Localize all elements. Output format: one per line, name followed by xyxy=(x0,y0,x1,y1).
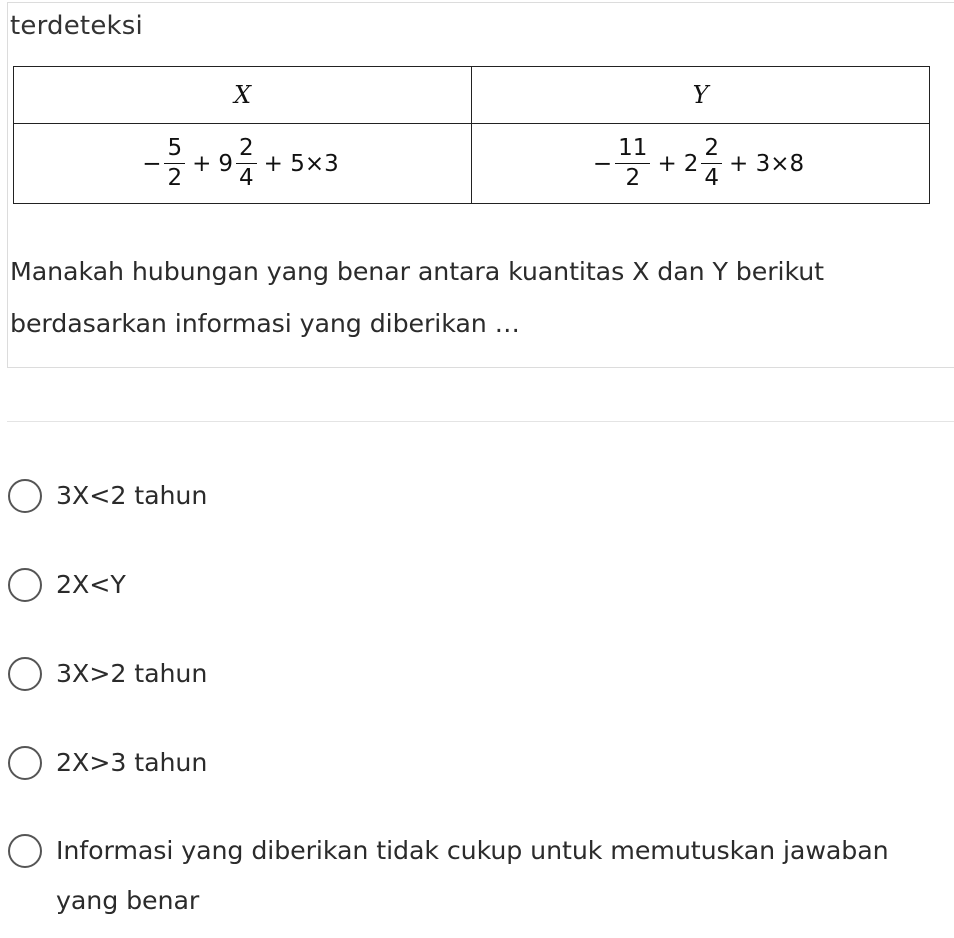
x-expression-tail: + 5×3 xyxy=(263,150,339,177)
x-mixed-whole: 9 xyxy=(218,150,234,177)
y-fraction-2-numerator: 2 xyxy=(701,136,722,164)
x-expression xyxy=(142,136,343,191)
answer-option-3-label: 3X>2 tahun xyxy=(56,659,208,688)
section-divider xyxy=(7,421,954,422)
column-header-y: Y xyxy=(472,67,930,124)
x-fraction-1 xyxy=(164,136,185,191)
x-fraction-2 xyxy=(236,136,257,191)
answer-option-2[interactable] xyxy=(8,568,126,610)
y-expression xyxy=(593,136,808,191)
y-mixed-whole: 2 xyxy=(683,150,699,177)
y-sign: − xyxy=(592,150,613,177)
answer-option-2-label: 2X<Y xyxy=(56,570,126,599)
status-text: terdeteksi xyxy=(10,11,143,41)
y-expression-tail: + 3×8 xyxy=(729,150,805,177)
y-operator-1: + xyxy=(657,150,677,177)
x-sign: − xyxy=(142,150,162,177)
answer-option-5[interactable] xyxy=(8,834,916,926)
comparison-table xyxy=(13,66,930,204)
x-fraction-1-denominator: 2 xyxy=(167,165,183,191)
answer-option-1-label: 3X<2 tahun xyxy=(56,481,208,510)
y-fraction-1 xyxy=(615,136,650,191)
question-prompt xyxy=(10,246,954,350)
answer-option-4[interactable] xyxy=(8,746,207,788)
y-fraction-2-denominator: 4 xyxy=(704,165,719,191)
radio-button-5[interactable] xyxy=(8,834,42,868)
y-cell xyxy=(472,124,930,204)
y-fraction-1-numerator: 11 xyxy=(615,136,650,164)
question-prompt-line-2: berdasarkan informasi yang diberikan … xyxy=(10,309,520,338)
y-fraction-1-denominator: 2 xyxy=(625,165,641,191)
radio-button-4[interactable] xyxy=(8,746,42,780)
answer-option-3[interactable] xyxy=(8,657,207,699)
answer-option-4-label: 2X>3 tahun xyxy=(56,748,208,777)
x-fraction-2-numerator: 2 xyxy=(236,136,257,164)
radio-button-3[interactable] xyxy=(8,657,42,691)
radio-button-2[interactable] xyxy=(8,568,42,602)
radio-button-1[interactable] xyxy=(8,479,42,513)
answer-option-5-label: Informasi yang diberikan tidak cukup untuk memutuskan jawaban yang benar xyxy=(56,836,889,915)
column-header-x: X xyxy=(14,67,472,124)
x-operator-1: + xyxy=(192,150,212,177)
y-fraction-2 xyxy=(701,136,722,191)
x-fraction-2-denominator: 4 xyxy=(239,165,254,191)
x-fraction-1-numerator: 5 xyxy=(164,136,185,164)
x-cell xyxy=(14,124,472,204)
question-prompt-line-1: Manakah hubungan yang benar antara kuantitas X dan Y berikut xyxy=(10,257,824,286)
answer-option-1[interactable] xyxy=(8,479,207,521)
